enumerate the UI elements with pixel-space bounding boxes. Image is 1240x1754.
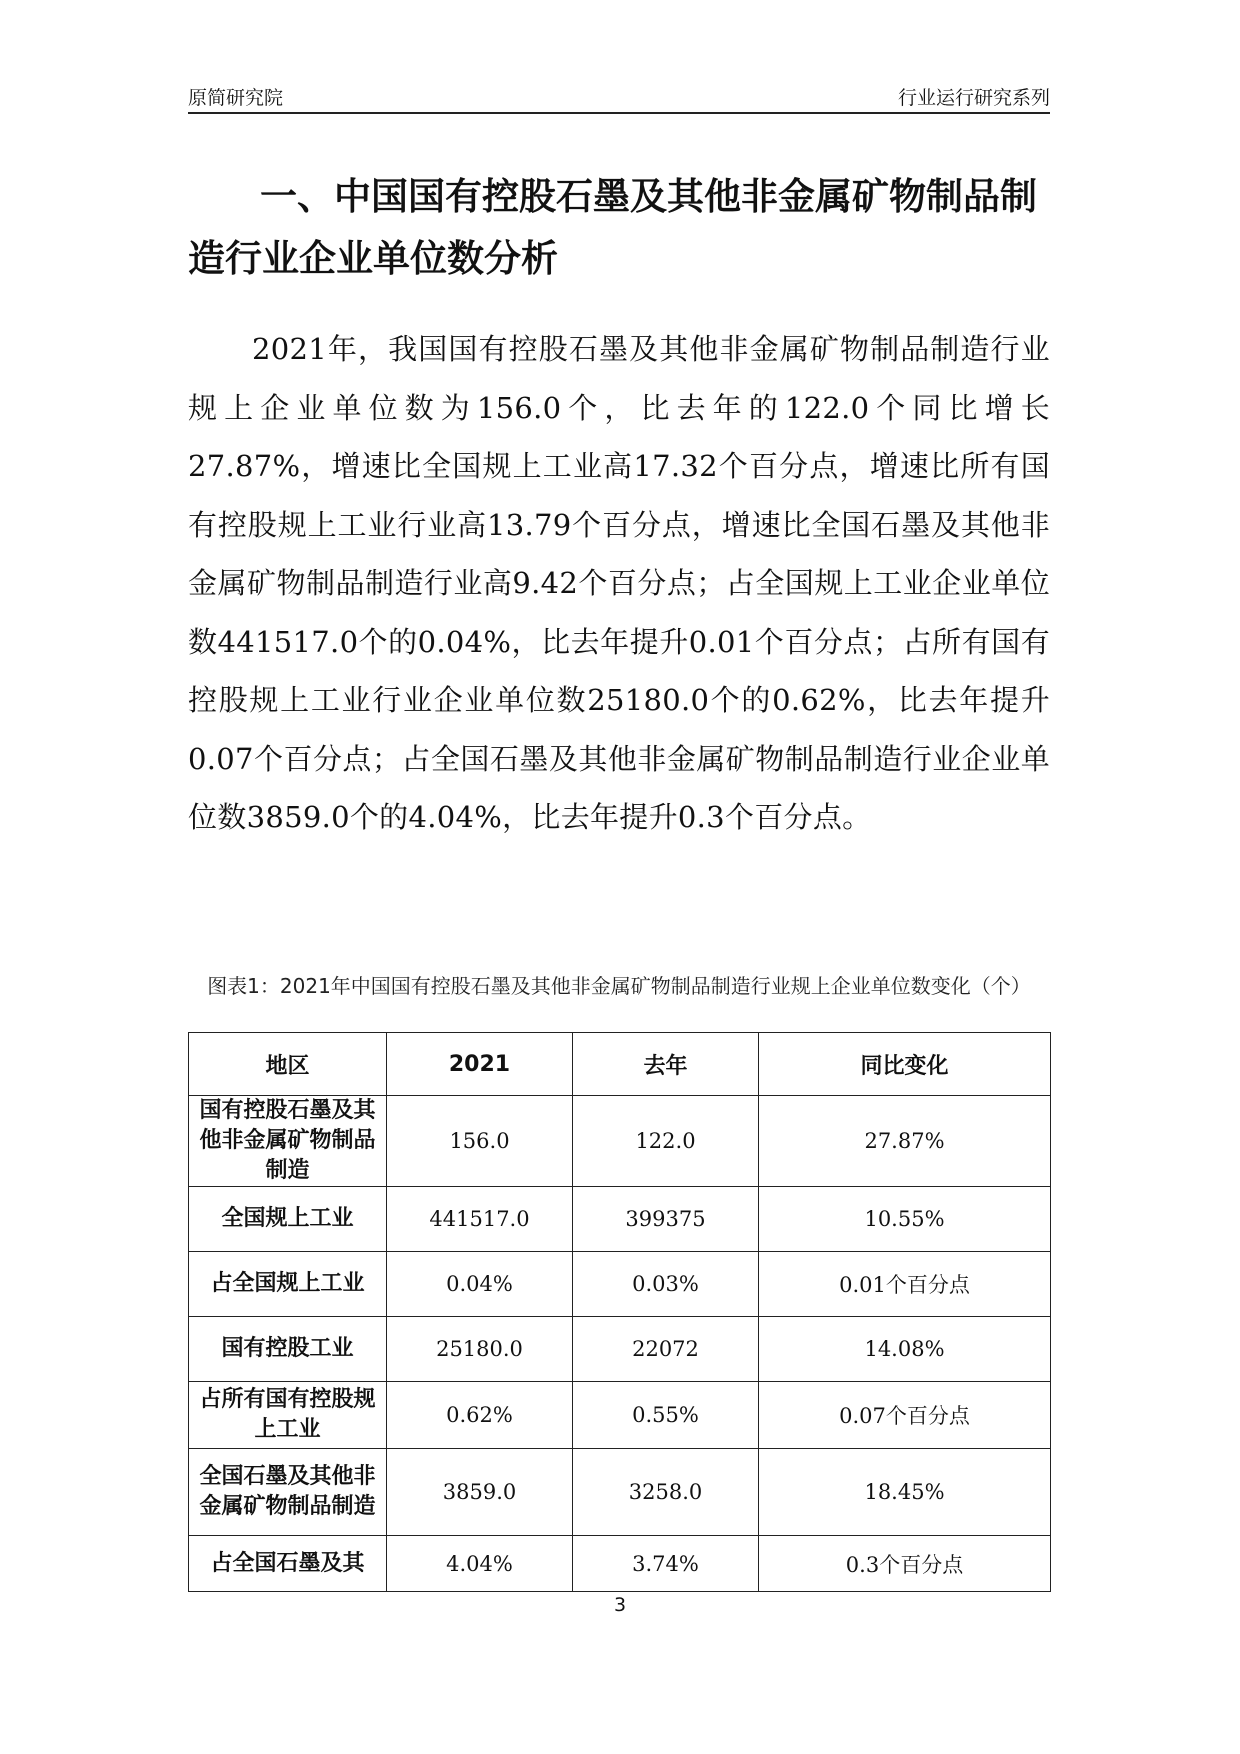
table-row: [189, 1096, 1051, 1187]
row-region: 国有控股工业: [189, 1317, 387, 1382]
table-row: [189, 1449, 1051, 1536]
row-2021-value: 25180.0: [387, 1317, 573, 1382]
row-2021-value: 3859.0: [387, 1449, 573, 1536]
row-last-year-value: 3.74%: [573, 1536, 759, 1592]
row-2021-value: 0.04%: [387, 1252, 573, 1317]
table-row: [189, 1536, 1051, 1592]
page-header: [188, 84, 1050, 114]
row-2021-value: 441517.0: [387, 1187, 573, 1252]
table-row: [189, 1382, 1051, 1449]
row-yoy-value: 27.87%: [759, 1096, 1051, 1187]
row-region: 全国石墨及其他非金属矿物制品制造: [189, 1449, 387, 1536]
row-yoy-value: 10.55%: [759, 1187, 1051, 1252]
header-organization: 原简研究院: [188, 87, 284, 109]
header-series: 行业运行研究系列: [897, 87, 1050, 109]
table-row: [189, 1187, 1051, 1252]
row-region: 国有控股石墨及其他非金属矿物制品制造: [189, 1096, 387, 1187]
data-table: [188, 1032, 1051, 1592]
header-yoy-change: 同比变化: [759, 1033, 1051, 1096]
row-2021-value: 156.0: [387, 1096, 573, 1187]
row-region: 占全国石墨及其: [189, 1536, 387, 1592]
row-yoy-value: 18.45%: [759, 1449, 1051, 1536]
header-2021: 2021: [387, 1033, 573, 1096]
row-last-year-value: 122.0: [573, 1096, 759, 1187]
table-header-row: [189, 1033, 1051, 1096]
header-region: 地区: [189, 1033, 387, 1096]
row-last-year-value: 399375: [573, 1187, 759, 1252]
row-region: 占所有国有控股规上工业: [189, 1382, 387, 1449]
row-last-year-value: 22072: [573, 1317, 759, 1382]
row-last-year-value: 3258.0: [573, 1449, 759, 1536]
table-caption: 图表1：2021年中国国有控股石墨及其他非金属矿物制品制造行业规上企业单位数变化（个）: [207, 974, 1031, 998]
table-row: [189, 1317, 1051, 1382]
row-last-year-value: 0.55%: [573, 1382, 759, 1449]
row-yoy-value: 0.01个百分点: [759, 1252, 1051, 1317]
section-title: 一、中国国有控股石墨及其他非金属矿物制品制造行业企业单位数分析: [188, 175, 1037, 280]
page-number: 3: [613, 1594, 627, 1616]
header-last-year: 去年: [573, 1033, 759, 1096]
row-yoy-value: 14.08%: [759, 1317, 1051, 1382]
row-2021-value: 0.62%: [387, 1382, 573, 1449]
row-yoy-value: 0.07个百分点: [759, 1382, 1051, 1449]
row-2021-value: 4.04%: [387, 1536, 573, 1592]
row-last-year-value: 0.03%: [573, 1252, 759, 1317]
body-paragraph: 2021年，我国国有控股石墨及其他非金属矿物制品制造行业规上企业单位数为156.0个，比去年的122.0个同比增长27.87%，增速比全国规上工业高17.32个百分点，增速比所有国有控股规上工业行业高13.79个百分点，增速比全国石墨及其他非金属矿物制品制造行业高9.42个百分点；占全国规上工业企业单位数441517.0个的0.04%，比去年提升0.01个百分点；占所有国有控股规上工业行业企业单位数25180.0个的0.62%，比去年提升0.07个百分点；占全国石墨及其他非金属矿物制品制造行业企业单位数3859.0个的4.04%，比去年提升0.3个百分点。: [188, 332, 1050, 834]
table-row: [189, 1252, 1051, 1317]
row-yoy-value: 0.3个百分点: [759, 1536, 1051, 1592]
row-region: 全国规上工业: [189, 1187, 387, 1252]
row-region: 占全国规上工业: [189, 1252, 387, 1317]
